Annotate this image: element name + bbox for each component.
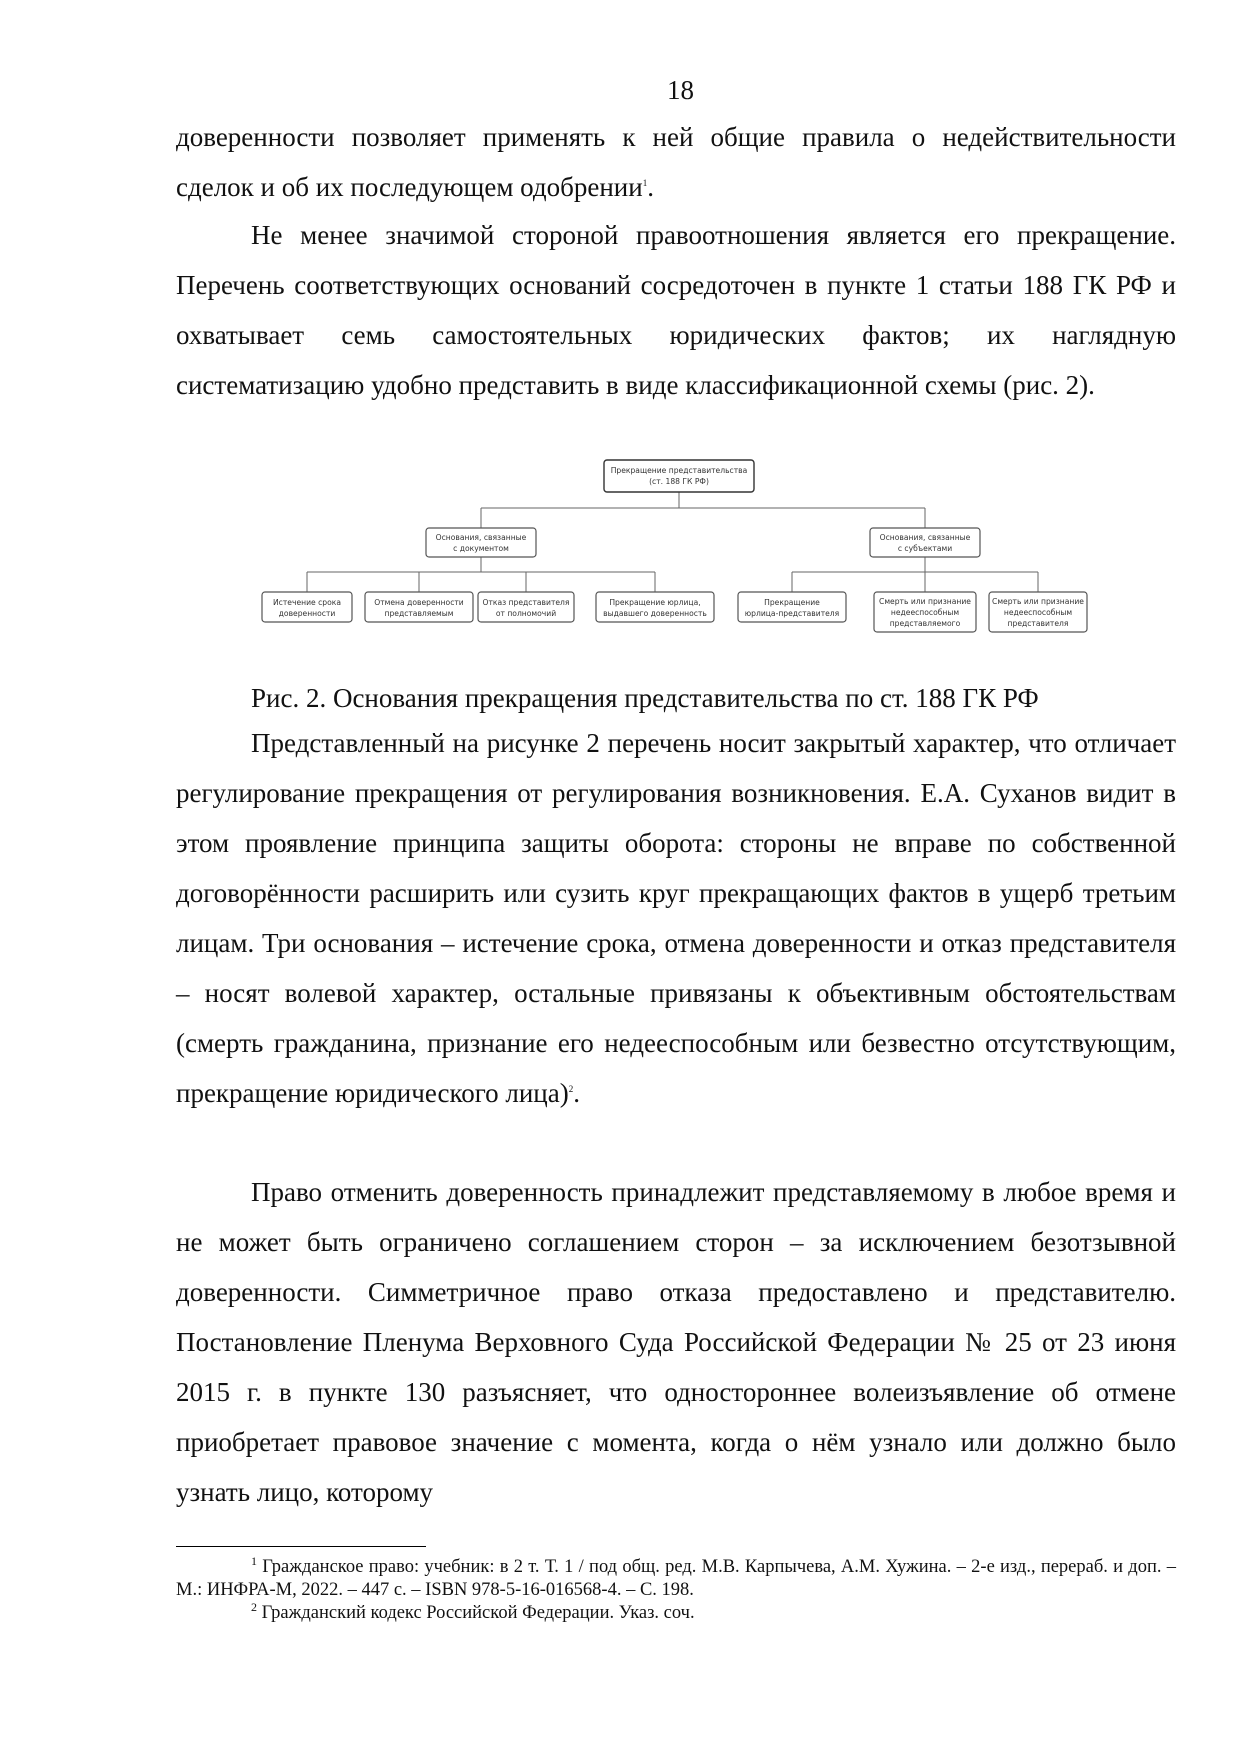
footnote-2-number: 2	[251, 1600, 257, 1614]
footnote-2	[176, 1602, 1176, 1625]
footnote-ref-2[interactable]: 2	[568, 1084, 574, 1094]
diagram-svg	[254, 448, 1104, 648]
paragraph-1-text: доверенности позволяет применять к ней общие правила о недействительности сделок и об их последующем одобрении	[176, 122, 1176, 202]
leaf-1-line-1: Истечение срока	[273, 598, 341, 607]
leaf-2-line-2: представляемым	[384, 609, 454, 618]
paragraph-termination-intro	[176, 210, 1176, 410]
paragraph-3-text: Представленный на рисунке 2 перечень носит закрытый характер, что отличает регулирование прекращения от регулирования возникновения. Е.А. Суханов видит в этом проявление принципа защиты оборота: стороны не вправе по собственной договорённости расширить или сузить круг прекращающих фактов в ущерб третьим лицам. Три основания – истечение срока, отмена доверенности и отказ представителя – носят волевой характер, остальные привязаны к объективным обстоятельствам (смерть гражданина, признание его недееспособным или безвестно отсутствующим, прекращение юридического лица)	[176, 728, 1176, 1108]
leaf-6-line-1: Смерть или признание	[879, 597, 971, 606]
paragraph-revocation	[176, 1167, 1176, 1517]
diagram-node-document-grounds	[426, 528, 536, 557]
leaf-4-line-1: Прекращение юрлица,	[609, 598, 701, 607]
diagram-leaf-representative-death	[989, 592, 1087, 632]
diagram-leaf-representative-entity	[738, 592, 846, 622]
classification-diagram	[254, 448, 1104, 648]
diagram-leaf-revocation	[365, 592, 473, 622]
diagram-leaf-issuer-termination	[596, 592, 714, 622]
leaf-4-line-2: выдавшего доверенность	[603, 609, 707, 618]
footnote-1-number: 1	[251, 1554, 257, 1568]
footnote-1-text: Гражданское право: учебник: в 2 т. Т. 1 / под общ. ред. М.В. Карпычева, А.М. Хужина. – 2-е изд., перераб. и доп. – М.: ИНФРА-М, 2022. – 447 с. – ISBN 978-5-16-016568-4. – С. 198.	[176, 1557, 1177, 1600]
leaf-2-line-1: Отмена доверенности	[374, 598, 464, 607]
leaf-3-line-2: от полномочий	[495, 609, 557, 618]
footnote-1	[176, 1556, 1176, 1602]
footnote-separator	[176, 1546, 426, 1547]
root-line-2: (ст. 188 ГК РФ)	[649, 477, 709, 486]
leaf-7-line-3: представителя	[1007, 619, 1069, 628]
diagram-node-subject-grounds	[870, 528, 980, 557]
paragraph-3	[176, 718, 1176, 1118]
paragraph-2: Не менее значимой стороной правоотношения является его прекращение. Перечень соответствующих оснований сосредоточен в пункте 1 статьи 188 ГК РФ и охватывает семь самостоятельных юридических фактов; их наглядную систематизацию удобно представить в виде классификационной схемы (рис. 2).	[176, 220, 1176, 400]
paragraph-closed-list	[176, 718, 1176, 1118]
group-2-line-2: с субъектами	[897, 544, 953, 553]
leaf-1-line-2: доверенности	[278, 609, 336, 618]
diagram-node-root	[604, 460, 754, 492]
group-2-line-1: Основания, связанные	[879, 533, 971, 542]
paragraph-4: Право отменить доверенность принадлежит представляемому в любое время и не может быть ограничено соглашением сторон – за исключением безотзывной доверенности. Симметричное право отказа предоставлено и представителю. Постановление Пленума Верховного Суда Российской Федерации № 25 от 23 июня 2015 г. в пункте 130 разъясняет, что одностороннее волеизъявление об отмене приобретает правовое значение с момента, когда о нём узнало или должно было узнать лицо, которому	[176, 1177, 1176, 1507]
leaf-7-line-1: Смерть или признание	[992, 597, 1084, 606]
group-1-line-1: Основания, связанные	[435, 533, 527, 542]
diagram-leaf-principal-death	[874, 592, 976, 632]
footnote-2-text: Гражданский кодекс Российской Федерации. Указ. соч.	[261, 1603, 695, 1623]
diagram-leaf-expiry	[262, 592, 352, 622]
figure-caption: Рис. 2. Основания прекращения представительства по ст. 188 ГК РФ	[251, 683, 1039, 713]
leaf-6-line-2: недееспособным	[890, 608, 960, 617]
leaf-7-line-2: недееспособным	[1003, 608, 1073, 617]
diagram-leaf-refusal	[478, 592, 574, 622]
paragraph-1	[176, 112, 1176, 212]
paragraph-continued	[176, 112, 1176, 212]
page-number: 18	[667, 75, 694, 105]
group-1-line-2: с документом	[453, 544, 509, 553]
paragraph-1-end: .	[647, 172, 654, 202]
footnote-ref-1[interactable]: 1	[642, 178, 648, 188]
root-line-1: Прекращение представительства	[610, 466, 748, 475]
leaf-5-line-1: Прекращение	[764, 598, 820, 607]
leaf-3-line-1: Отказ представителя	[482, 598, 570, 607]
leaf-5-line-2: юрлица-представителя	[744, 609, 840, 618]
paragraph-3-end: .	[573, 1078, 580, 1108]
footnotes	[176, 1556, 1176, 1625]
leaf-6-line-3: представляемого	[889, 619, 961, 628]
